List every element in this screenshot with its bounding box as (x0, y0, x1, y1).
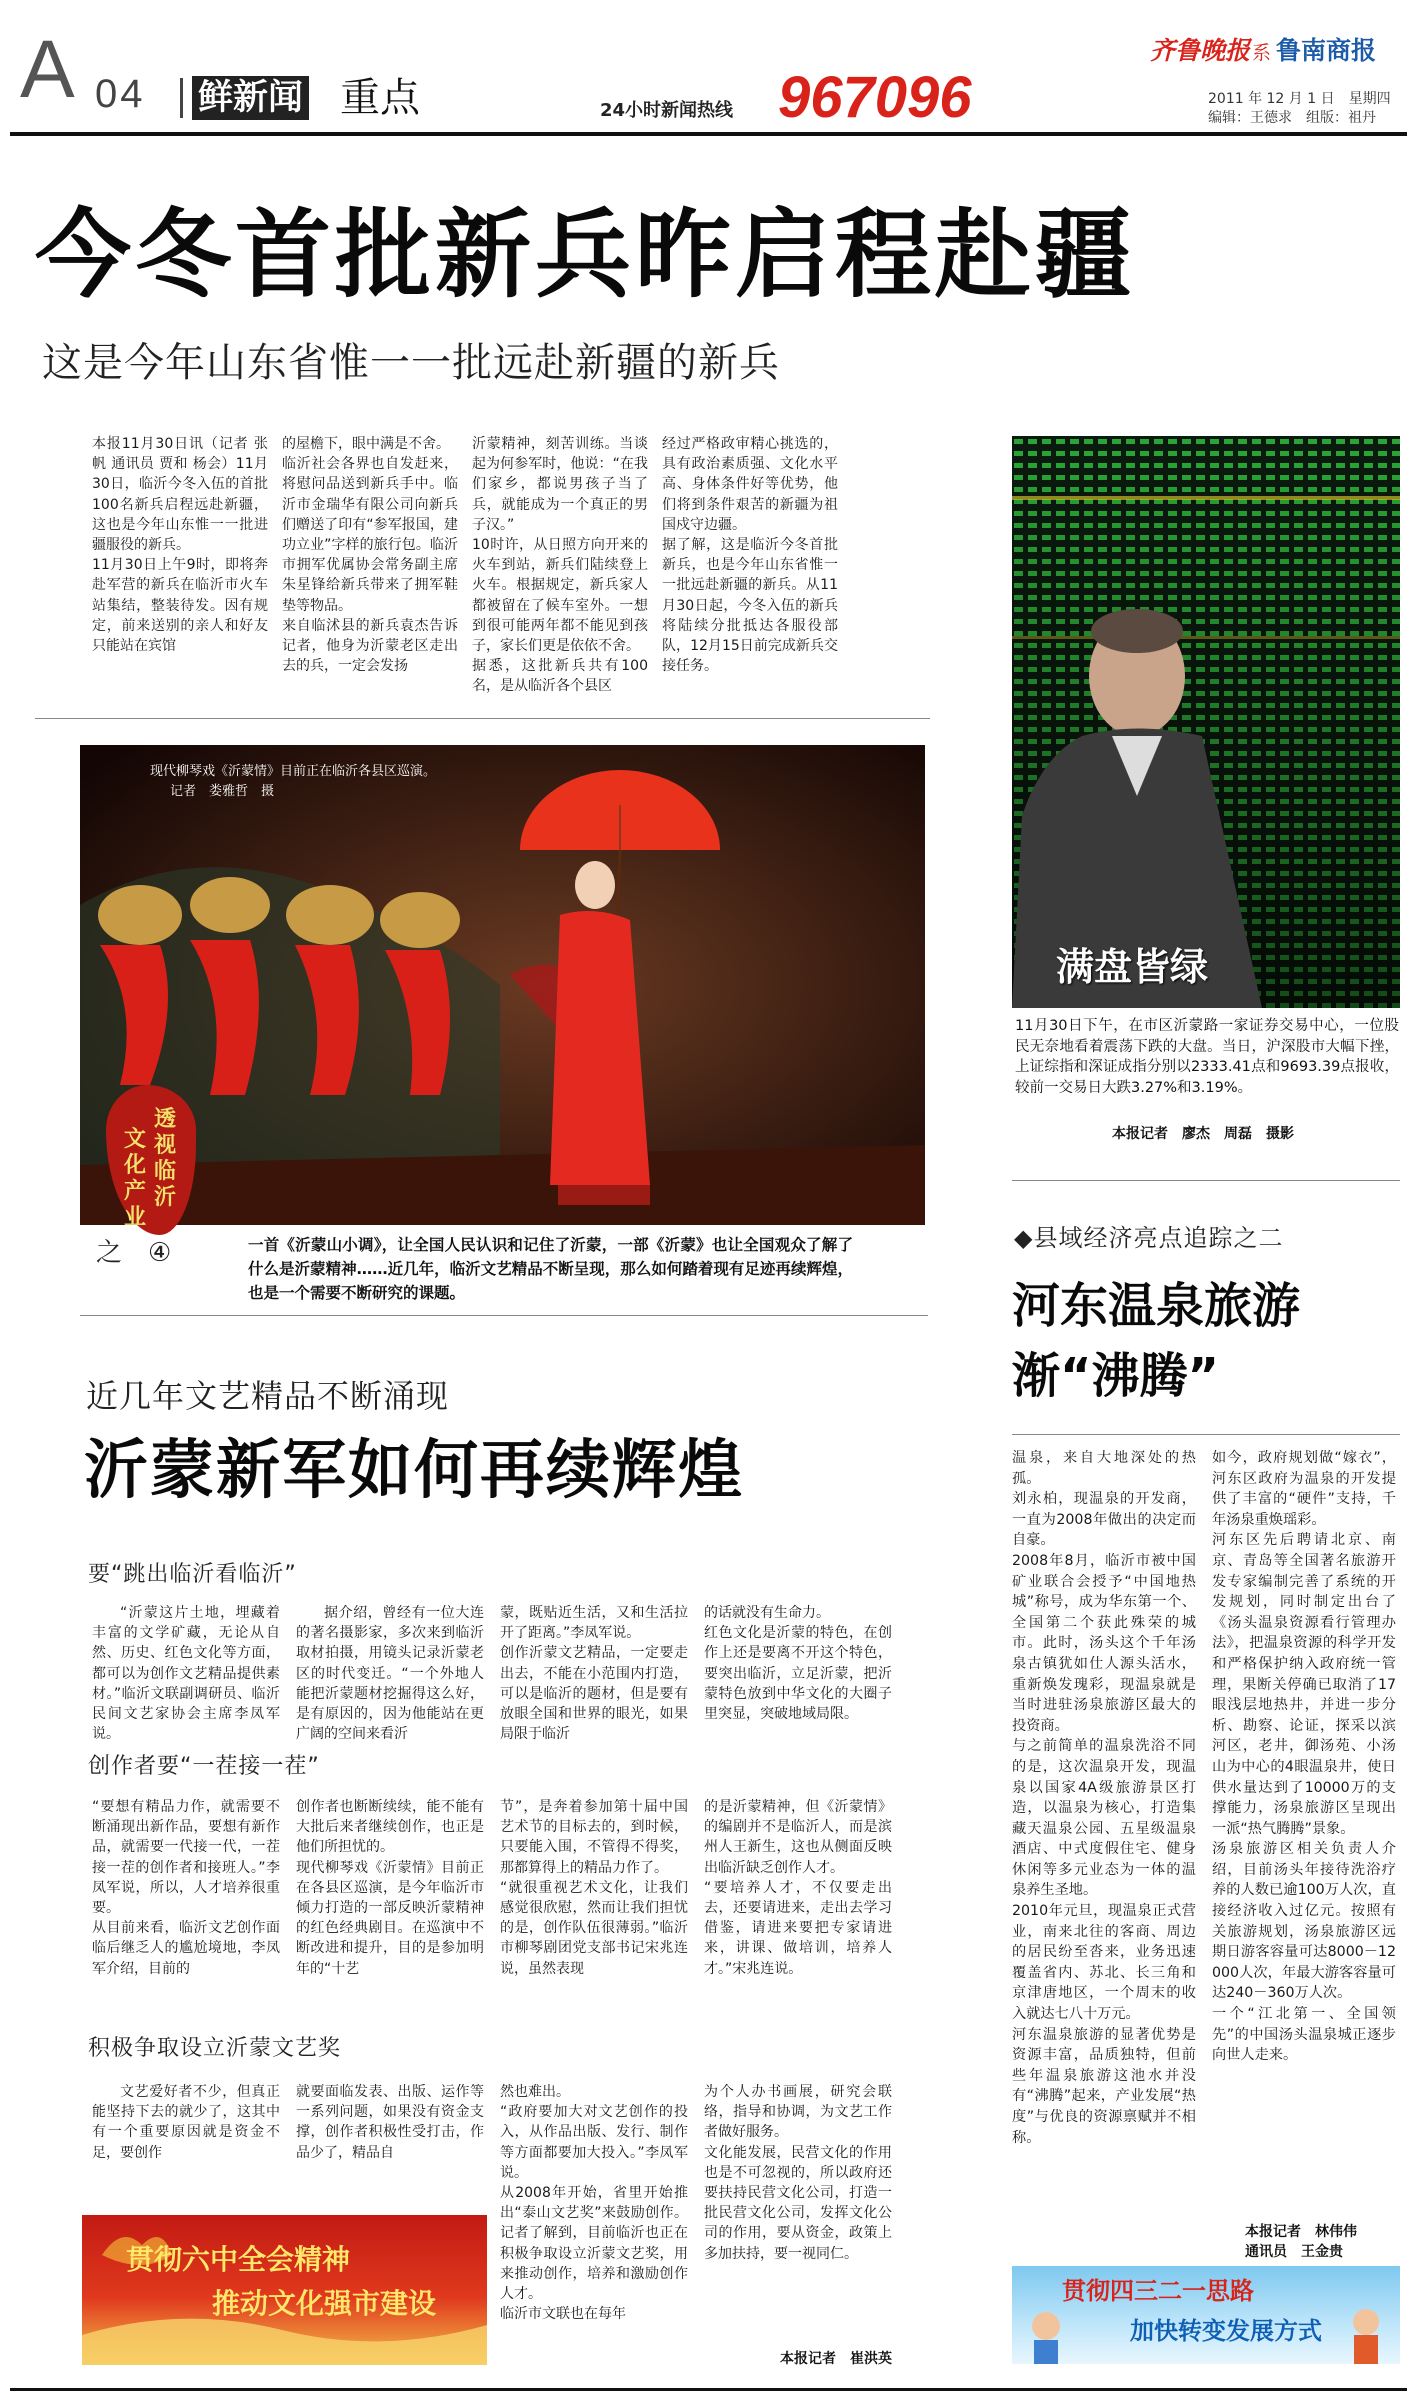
series-badge-bg (106, 1085, 196, 1235)
lead-col-2: 的屋檐下，眼中满是不舍。 临沂社会各界也自发赶来，将慰问品送到新兵手中。临沂市金瑞华有限公司向新兵们赠送了印有“参军报国，建功立业”字样的旅行包。临沂市拥军优属协会常务副主席朱星锋给新兵带来了拥军鞋垫等物品。 来自临沭县的新兵袁杰告诉记者，他身为沂蒙老区走出去的兵，一定会发扬 (282, 436, 458, 675)
page-number: 04 (95, 72, 146, 116)
culture-section-1: 要“跳出临沂看临沂” (88, 1562, 297, 1587)
spring-col-1: 温泉，来自大地深处的热孤。 刘永柏，现温泉的开发商，一直为2008年做出的决定而自豪。 2008年8月，临沂市被中国矿业联合会授予“中国地热城”称号，成为华东第一个、全国第二个获此殊荣的城市。此时，汤头这个千年汤泉古镇犹如仕人源头活水，重新焕发瑰彩，现温泉就是当时进驻汤泉旅游区最大的投资商。 与之前简单的温泉洗浴不同的是，这次温泉开发，现温泉以国家4A级旅游景区打造，以温泉为核心，打造集藏天温泉公园、五星级温泉酒店、中式度假住宅、健身休闲等多元业态为一体的温泉养生圣地。 2010年元旦，现温泉正式营业，南来北往的客商、周边的居民纷至沓来，业务迅速覆盖省内、苏北、长三角和京津唐地区，一个周末的收入就达七八十万元。 河东温泉旅游的显著优势是资源丰富，品质独特，但前些年温泉旅游这池水并没有“沸腾”起来，产业发展“热度”与优良的资源禀赋并不相称。 (1012, 1450, 1196, 2146)
stock-photo-label: 满盘皆绿 (1056, 945, 1209, 989)
lead-headline: 今冬首批新兵昨启程赴疆 (35, 199, 1135, 311)
culture-section-3: 积极争取设立沂蒙文艺奖 (88, 2036, 342, 2061)
masthead-divider (180, 78, 183, 118)
stock-caption: 11月30日下午，在市区沂蒙路一家证券交易中心，一位股民无奈地看着震荡下跌的大盘。当日，沪深股市大幅下挫，上证综指和深证成指分别以2333.41点和9693.39点报收，较前一交易日大跌3.27%和3.19%。 (1015, 1018, 1399, 1096)
s3-col-4: 为个人办书画展，研究会联络，指导和协调，为文艺工作者做好服务。 文化能发展，民营文化的作用也是不可忽视的，所以政府还要扶持民营文化公司，打造一批民营文化公司，发挥文化公司的作用，要从资金，政策上多加扶持，要一视同仁。 (704, 2084, 892, 2262)
series-number: 之 ④ (96, 1238, 172, 1268)
s2-col-3: 节”，是奔着参加第十届中国艺术节的目标去的，到时候，只要能入围，不管得不得奖，那都算得上的精品力作了。 “就很重视艺术文化，让我们感觉很欣慰，然而让我们担忧的是，创作队伍很薄弱。”临沂市柳琴剧团党支部书记宋兆连说，虽然表现 (500, 1799, 688, 1977)
s1-col-1: “沂蒙这片土地，埋藏着丰富的文学矿藏，无论从自然、历史、红色文化等方面，都可以为创作文艺精品提供素材。”临沂文联副调研员、临沂民间文艺家协会主席李凤军说。 (92, 1605, 280, 1743)
s1-col-3: 蒙，既贴近生活，又和生活拉开了距离。”李凤军说。 创作沂蒙文艺精品，一定要走出去，不能在小范围内打造，可以是临沂的题材，但是要有放眼全国和世界的眼光，如果局限于临沂 (500, 1605, 688, 1743)
lead-rule (35, 718, 930, 719)
paper-logo-suffix: 系 (1252, 42, 1272, 64)
s3-col-3: 然也难出。 “政府要加大对文艺创作的投入，从作品出版、发行、制作等方面都要加大投入。”李凤军说。 从2008年开始，省里开始推出“泰山文艺奖”来鼓励创作。记者了解到，目前临沂也正在积极争取设立沂蒙文艺奖，用来推动创作，培养和激励创作人才。 临沂市文联也在每年 (500, 2084, 688, 2323)
spring-headline-2: 渐“沸腾” (1012, 1348, 1220, 1404)
culture-intro-rule (80, 1315, 928, 1316)
banner-left-line1: 贯彻六中全会精神 (126, 2243, 351, 2276)
culture-kicker: 近几年文艺精品不断涌现 (86, 1377, 450, 1415)
stock-byline: 本报记者 廖杰 周磊 摄影 (1112, 1126, 1294, 1142)
banner-right-line1: 贯彻四三二一思路 (1062, 2277, 1254, 2305)
spring-byline: 本报记者 林伟伟 通讯员 王金贵 (1245, 2224, 1357, 2260)
section-label: 重点 (340, 75, 420, 121)
culture-section-2: 创作者要“一茬接一茬” (88, 1754, 320, 1779)
lead-col-4: 经过严格政审精心挑选的，具有政治素质强、文化水平高、身体条件好等优势，他们将到条件艰苦的新疆为祖国戍守边疆。 据了解，这是临沂今冬首批新兵，也是今年山东省惟一一批远赴新疆的新兵。从11月30日起，今冬入伍的新兵将陆续分批抵达各服役部队，12月15日前完成新兵交接任务。 (662, 436, 838, 675)
s2-col-4: 的是沂蒙精神，但《沂蒙情》的编剧并不是临沂人，而是滨州人王新生，这也从侧面反映出临沂缺乏创作人才。 “要培养人才，不仅要走出去，还要请进来，走出去学习借鉴，请进来要把专家请进来，讲课、做培训，培养人才。”宋兆连说。 (704, 1799, 892, 1977)
editors-line: 编辑：王德求 组版：祖丹 (1208, 110, 1376, 126)
banner-left-line2: 推动文化强市建设 (212, 2287, 437, 2320)
s3-col-1: 文艺爱好者不少，但真正能坚持下去的就少了，这其中有一个重要原因就是资金不足，要创作 (92, 2084, 280, 2161)
s1-col-4: 的话就没有生命力。 红色文化是沂蒙的特色，在创作上还是要离不开这个特色，要突出临沂，立足沂蒙，把沂蒙特色放到中华文化的大圈子里突显，突破地域局限。 (704, 1605, 892, 1723)
s2-col-2: 创作者也断断续续，能不能有大批后来者继续创作，也正是他们所担忧的。 现代柳琴戏《沂蒙情》目前正在各县区巡演，是今年临沂市倾力打造的一部反映沂蒙精神的红色经典剧目。在巡演中不断改进和提升，目的是参加明年的“十艺 (296, 1799, 484, 1977)
spring-series: ◆县域经济亮点追踪之二 (1014, 1224, 1284, 1252)
culture-intro: 一首《沂蒙山小调》，让全国人民认识和记住了沂蒙，一部《沂蒙》也让全国观众了解了什么是沂蒙精神……近几年，临沂文艺精品不断呈现，那么如何踏着现有足迹再续辉煌，也是一个需要不断研究的课题。 (248, 1236, 853, 1302)
series-badge (96, 1085, 206, 1275)
lead-col-1: 本报11月30日讯（记者 张帆 通讯员 贾和 杨会）11月30日，临沂今冬入伍的首批100名新兵启程远赴新疆，这也是今年山东惟一一批进疆服役的新兵。 11月30日上午9时，即将奔赴军营的新兵在临沂市火车站集结，整装待发。因有规定，前来送别的亲人和好友只能站在宾馆 (92, 436, 268, 655)
series-col-1: 透视临沂 (154, 1107, 177, 1210)
hotline-number: 967096 (778, 65, 972, 130)
opera-stage-graphic (80, 745, 925, 1225)
opera-photo-caption: 现代柳琴戏《沂蒙情》目前正在临沂各县区巡演。 (150, 764, 437, 779)
page-letter: A (20, 24, 75, 115)
opera-photo-credit: 记者 娄雅哲 摄 (170, 784, 275, 799)
lead-col-3: 沂蒙精神，刻苦训练。当谈起为何参军时，他说：“在我们家乡，都说男孩子当了兵，就能成为一个真正的男子汉。” 10时许，从日照方向开来的火车到站，新兵们陆续登上火车。根据规定，新兵家人都被留在了候车室外。一想到很可能两年都不能见到孩子，家长们更是依依不舍。 据悉，这批新兵共有100名，是从临沂各个县区 (472, 436, 648, 695)
banner-right (1012, 2266, 1400, 2364)
hotline-label: 24小时新闻热线 (600, 100, 734, 121)
culture-byline: 本报记者 崔洪英 (780, 2351, 892, 2367)
series-col-2: 文化产业 (124, 1127, 147, 1230)
spring-col-2: 如今，政府规划做“嫁衣”，河东区政府为温泉的开发提供了丰富的“硬件”支持，千年汤泉重焕瑶彩。 河东区先后聘请北京、南京、青岛等全国著名旅游开发专家编制完善了系统的开发规划，同时制定出台了《汤头温泉资源看行管理办法》，把温泉资源的科学开发和严格保护纳入政府统一管理，果断关停确已取消了17眼浅层地热井，并进一步分析、勘察、论证，探采以滨河区，老井，御汤苑、小汤山为中心的4眼温泉井，使日供水量达到了10000万的支撑能力，汤泉旅游区呈现出一派“热气腾腾”景象。 汤泉旅游区相关负责人介绍，目前汤头年接待洗浴疗养的人数已逾100万人次，直接经济收入过亿元。按照有关旅游规划，汤泉旅游区远期日游客容量可达8000－12000人次，年最大游客容量可达240－360万人次。 一个“江北第一、全国领先”的中国汤头温泉城正逐步向世人走来。 (1212, 1450, 1396, 2064)
page-bottom-rule (10, 2388, 1407, 2391)
culture-headline: 沂蒙新军如何再续辉煌 (84, 1434, 744, 1508)
paper-logo: 齐鲁晚报 (1150, 36, 1251, 65)
brand-label: 鲜新闻 (192, 76, 309, 120)
s3-col-2: 就要面临发表、出版、运作等一系列问题，如果没有资金支撑，创作者积极性受打击，作品少了，精品自 (296, 2084, 484, 2161)
stock-board-graphic (1012, 436, 1400, 1008)
banner-right-line2: 加快转变发展方式 (1130, 2317, 1322, 2345)
stock-photo (1012, 436, 1400, 1008)
masthead (0, 0, 1417, 150)
s1-col-2: 据介绍，曾经有一位大连的著名摄影家，多次来到临沂取材拍摄，用镜头记录沂蒙老区的时代变迁。“一个外地人能把沂蒙题材挖掘得这么好，是有原因的，因为他能站在更广阔的空间来看沂 (296, 1605, 484, 1743)
banner-left (82, 2215, 487, 2365)
paper-sub-logo: 鲁南商报 (1276, 36, 1377, 65)
s2-col-1: “要想有精品力作，就需要不断涌现出新作品，要想有新作品，就需要一代接一代，一茬接一茬的创作者和接班人。”李凤军说，所以，人才培养很重要。 从目前来看，临沂文艺创作面临后继乏人的尴尬境地，李凤军介绍，目前的 (92, 1799, 280, 1977)
opera-photo (80, 745, 925, 1225)
spring-top-rule (1012, 1180, 1400, 1181)
lead-subhead: 这是今年山东省惟一一批远赴新疆的新兵 (42, 340, 780, 386)
masthead-rule (10, 132, 1407, 136)
issue-date: 2011 年 12 月 1 日 星期四 (1208, 91, 1391, 107)
spring-headline-1: 河东温泉旅游 (1012, 1278, 1301, 1334)
spring-head-rule (1012, 1434, 1400, 1435)
